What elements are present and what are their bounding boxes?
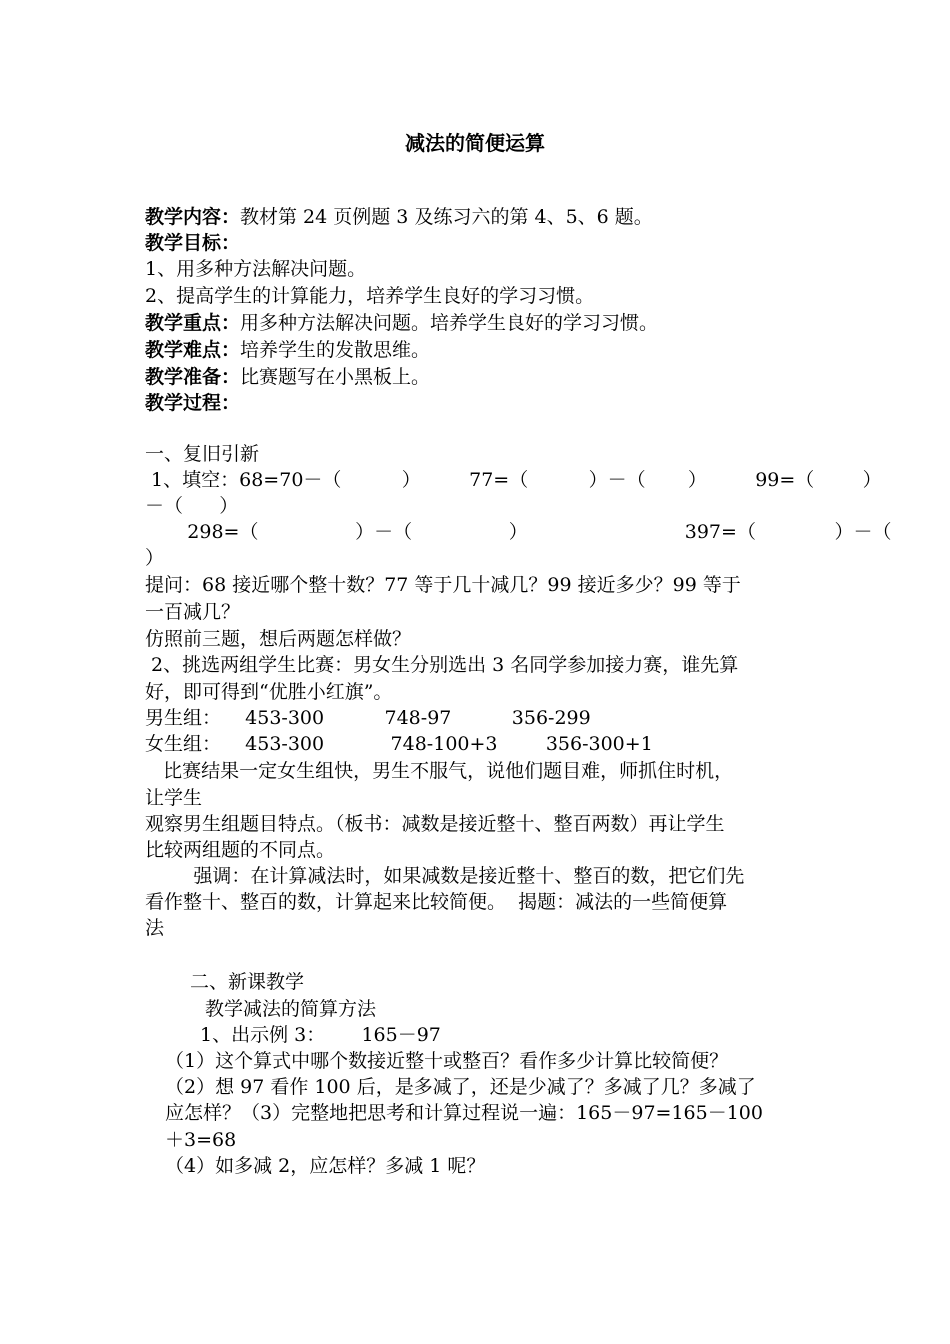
question-2-line-1: （2）想 97 看作 100 后，是多减了，还是少减了？多减了几？多减了 — [165, 1076, 756, 1098]
question-line-1: 提问：68 接近哪个整十数？77 等于几十减几？99 接近多少？99 等于 — [145, 574, 741, 596]
girls-group: 女生组： 453-300 748-100+3 356-300+1 — [145, 733, 653, 755]
section2-subheading: 教学减法的简算方法 — [205, 998, 377, 1020]
fill-line-1: 1、填空：68=70－（ ） 77=（ ）－（ ） 99=（ ） — [145, 469, 882, 491]
goal-1: 1、用多种方法解决问题。 — [145, 258, 367, 280]
observe-line-2: 比较两组题的不同点。 — [145, 839, 336, 861]
goal-2: 2、提高学生的计算能力，培养学生良好的学习习惯。 — [145, 285, 595, 307]
boys-group: 男生组： 453-300 748-97 356-299 — [145, 707, 591, 729]
question-2-line-3: ＋3=68 — [165, 1129, 237, 1151]
emphasis-line-3: 法 — [145, 917, 165, 939]
imitate-line: 仿照前三题，想后两题怎样做？ — [145, 628, 412, 650]
content-text: 教材第 24 页例题 3 及练习六的第 4、5、6 题。 — [240, 206, 653, 228]
fill-line-4: ） — [145, 547, 165, 569]
difficulty — [145, 337, 430, 363]
teaching-content — [145, 204, 653, 230]
section1-heading: 一、复旧引新 — [145, 443, 260, 465]
prep-text: 比赛题写在小黑板上。 — [240, 366, 431, 388]
result-line-1: 比赛结果一定女生组快，男生不服气，说他们题目难，师抓住时机， — [145, 760, 734, 782]
section2-heading: 二、新课教学 — [190, 971, 305, 993]
result-line-2: 让学生 — [145, 787, 203, 809]
question-line-2: 一百减几？ — [145, 601, 241, 623]
key-point — [145, 310, 658, 336]
difficulty-text: 培养学生的发散思维。 — [240, 339, 431, 361]
key-text: 用多种方法解决问题。培养学生良好的学习习惯。 — [240, 312, 659, 334]
process-label: 教学过程： — [145, 392, 241, 414]
contest-line-1: 2、挑选两组学生比赛：男女生分别选出 3 名同学参加接力赛，谁先算 — [145, 654, 739, 676]
page-title: 减法的简便运算 — [405, 131, 545, 155]
question-2-line-2: 应怎样？（3）完整地把思考和计算过程说一遍：165－97=165－100 — [165, 1102, 763, 1124]
example-3: 1、出示例 3： 165－97 — [200, 1024, 441, 1046]
fill-line-3: 298=（ ）－（ ） 397=（ ）－（ — [145, 521, 892, 543]
preparation — [145, 364, 430, 390]
key-label: 教学重点： — [145, 312, 241, 334]
emphasis-line-2: 看作整十、整百的数，计算起来比较简便。 揭题：减法的一些简便算 — [145, 891, 728, 913]
question-4: （4）如多减 2，应怎样？多减 1 呢？ — [165, 1155, 486, 1177]
prep-label: 教学准备： — [145, 366, 241, 388]
emphasis-line-1: 强调：在计算减法时，如果减数是接近整十、整百的数，把它们先 — [145, 865, 745, 887]
difficulty-label: 教学难点： — [145, 339, 241, 361]
observe-line-1: 观察男生组题目特点。（板书：减数是接近整十、整百两数）再让学生 — [145, 813, 725, 835]
content-label: 教学内容： — [145, 206, 241, 228]
fill-line-2: －（ ） — [145, 495, 239, 517]
question-1: （1）这个算式中哪个数接近整十或整百？看作多少计算比较简便？ — [165, 1050, 729, 1072]
goals-label: 教学目标： — [145, 232, 241, 254]
contest-line-2: 好，即可得到“优胜小红旗”。 — [145, 681, 393, 703]
